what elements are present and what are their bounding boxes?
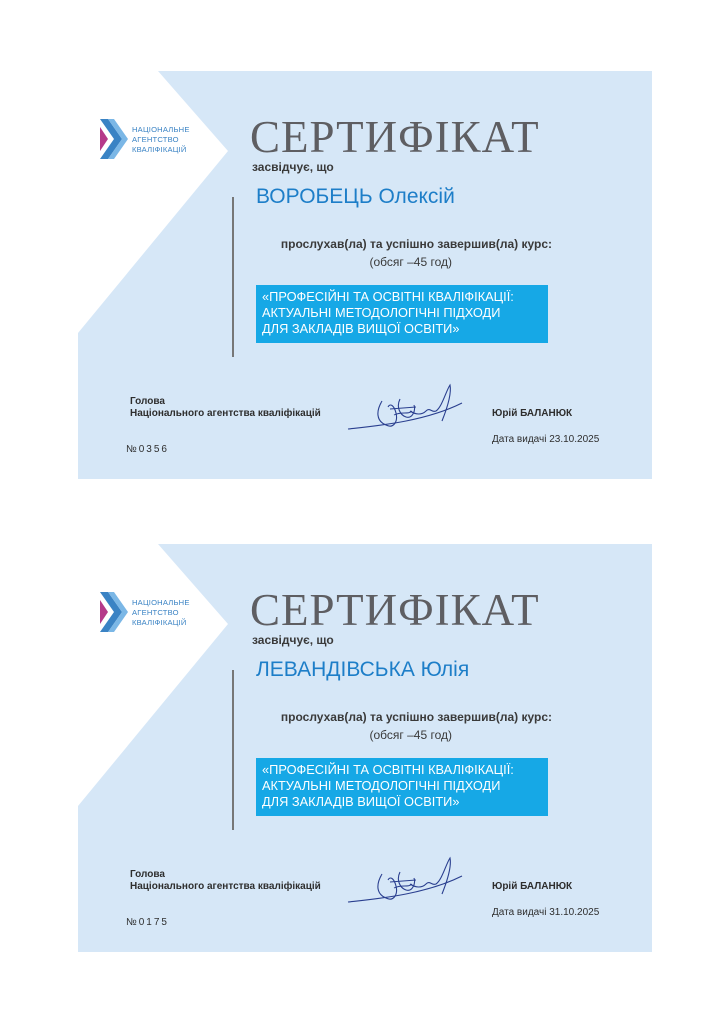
head-title — [130, 869, 321, 893]
certificate-title: СЕРТИФІКАТ — [250, 112, 540, 162]
vertical-divider — [232, 670, 234, 830]
logo-line-3: КВАЛІФІКАЦІЙ — [132, 618, 187, 627]
certificate-number: №0356 — [126, 444, 169, 455]
certificate-title: СЕРТИФІКАТ — [250, 585, 540, 635]
logo-line-1: НАЦІОНАЛЬНЕ — [132, 598, 190, 607]
course-volume: (обсяг –45 год) — [369, 728, 452, 742]
certificate-1 — [78, 71, 652, 479]
completed-text: прослухав(ла) та успішно завершив(ла) курс: — [280, 237, 552, 251]
issue-date: Дата видачі 31.10.2025 — [492, 907, 600, 918]
course-title-box — [256, 285, 548, 343]
logo-line-1: НАЦІОНАЛЬНЕ — [132, 125, 190, 134]
issue-date: Дата видачі 23.10.2025 — [492, 434, 600, 445]
course-title-line-2: АКТУАЛЬНІ МЕТОДОЛОГІЧНІ ПІДХОДИ — [262, 305, 501, 320]
course-volume: (обсяг –45 год) — [369, 255, 452, 269]
logo-line-2: АГЕНТСТВО — [132, 135, 179, 144]
signer-name: Юрій БАЛАНЮК — [492, 408, 573, 419]
vertical-divider — [232, 197, 234, 357]
recipient-name: ВОРОБЕЦЬ Олексій — [256, 185, 455, 208]
certifies-text: засвідчує, що — [252, 633, 334, 647]
signer-name: Юрій БАЛАНЮК — [492, 881, 573, 892]
head-title — [130, 396, 321, 420]
certificate-2 — [78, 544, 652, 952]
agency-logo — [100, 117, 220, 161]
head-title-line-2: Національного агентства кваліфікацій — [130, 408, 321, 419]
head-title-line-2: Національного агентства кваліфікацій — [130, 881, 321, 892]
course-title-line-1: «ПРОФЕСІЙНІ ТА ОСВІТНІ КВАЛІФІКАЦІЇ: — [262, 289, 514, 304]
course-title-line-3: ДЛЯ ЗАКЛАДІВ ВИЩОЇ ОСВІТИ» — [262, 321, 460, 336]
course-title-line-1: «ПРОФЕСІЙНІ ТА ОСВІТНІ КВАЛІФІКАЦІЇ: — [262, 762, 514, 777]
logo-arrows-icon — [100, 592, 128, 632]
logo-arrows-icon — [100, 119, 128, 159]
logo-line-2: АГЕНТСТВО — [132, 608, 179, 617]
signature-image — [346, 854, 466, 910]
head-title-line-1: Голова — [130, 396, 165, 407]
recipient-name: ЛЕВАНДІВСЬКА Юлія — [256, 658, 470, 681]
head-title-line-1: Голова — [130, 869, 165, 880]
course-title-line-3: ДЛЯ ЗАКЛАДІВ ВИЩОЇ ОСВІТИ» — [262, 794, 460, 809]
course-title-line-2: АКТУАЛЬНІ МЕТОДОЛОГІЧНІ ПІДХОДИ — [262, 778, 501, 793]
certifies-text: засвідчує, що — [252, 160, 334, 174]
course-title-box — [256, 758, 548, 816]
completed-text: прослухав(ла) та успішно завершив(ла) курс: — [280, 710, 552, 724]
certificate-number: №0175 — [126, 917, 169, 928]
agency-logo — [100, 590, 220, 634]
logo-line-3: КВАЛІФІКАЦІЙ — [132, 145, 187, 154]
signature-image — [346, 381, 466, 437]
